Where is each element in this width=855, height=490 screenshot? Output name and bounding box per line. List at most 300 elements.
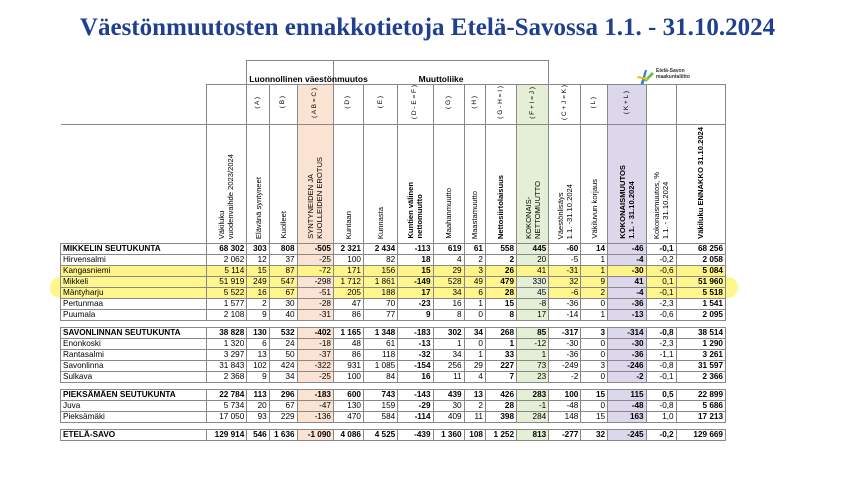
table-cell: -36 [549, 349, 581, 360]
table-cell: 1 165 [333, 327, 363, 338]
table-cell: 15 [581, 389, 608, 400]
group-header-row [61, 61, 726, 85]
table-cell: 2 368 [206, 371, 247, 382]
table-cell: 84 [363, 371, 397, 382]
table-cell: 30 [269, 298, 297, 309]
table-cell: 49 [464, 276, 485, 287]
column-code: ( D ) [333, 85, 363, 125]
table-cell: 22 899 [676, 389, 725, 400]
column-header: Väestönlisäys 1.1. -31.10.2024 [549, 125, 581, 244]
table-cell: 1 [517, 349, 549, 360]
table-cell: 82 [363, 254, 397, 265]
table-cell: -0,6 [646, 309, 676, 320]
region-name: ETELÄ-SAVO [61, 429, 207, 440]
table-cell: 171 [333, 265, 363, 276]
table-cell: 38 514 [676, 327, 725, 338]
table-cell: 37 [269, 254, 297, 265]
table-cell: -2 [549, 371, 581, 382]
table-cell: 29 [464, 360, 485, 371]
table-cell: 38 828 [206, 327, 247, 338]
table-cell: -4 [608, 287, 647, 298]
spacer-row [61, 382, 726, 389]
table-cell: 31 843 [206, 360, 247, 371]
table-cell: -28 [297, 298, 333, 309]
column-header: Maahanmuutto [433, 125, 464, 244]
region-name: Mikkeli [61, 276, 207, 287]
region-name: Kangasniemi [61, 265, 207, 276]
table-cell: -23 [398, 298, 433, 309]
table-cell: -31 [297, 309, 333, 320]
table-cell: 33 [485, 349, 516, 360]
column-header: Kuntaan [333, 125, 363, 244]
table-cell: 68 256 [676, 243, 725, 254]
table-cell: 8 [485, 309, 516, 320]
table-cell: -298 [297, 276, 333, 287]
table-cell: -136 [297, 411, 333, 422]
table-cell: 3 [581, 360, 608, 371]
column-code: ( E ) [363, 85, 397, 125]
table-row [61, 400, 726, 411]
table-cell: 130 [247, 327, 269, 338]
table-cell: 28 [485, 287, 516, 298]
table-cell: 9 [581, 276, 608, 287]
table-cell: 0 [581, 349, 608, 360]
table-cell: 205 [333, 287, 363, 298]
table-cell: 743 [363, 389, 397, 400]
table-cell: 330 [517, 276, 549, 287]
table-cell: 558 [485, 243, 516, 254]
table-cell: -0,1 [646, 287, 676, 298]
table-cell: 41 [608, 276, 647, 287]
table-cell: -25 [297, 254, 333, 265]
table-cell: 17 213 [676, 411, 725, 422]
table-cell: 1 [581, 309, 608, 320]
table-cell: 4 [464, 371, 485, 382]
column-code: ( C + J = K ) [549, 85, 581, 125]
table-cell: 130 [333, 400, 363, 411]
column-code: ( L ) [581, 85, 608, 125]
table-cell: 17 [517, 309, 549, 320]
table-cell: 3 261 [676, 349, 725, 360]
table-cell: 1 348 [363, 327, 397, 338]
table-cell: 5 522 [206, 287, 247, 298]
table-cell: 100 [333, 371, 363, 382]
spacer-row [61, 320, 726, 327]
table-cell: -18 [297, 338, 333, 349]
table-cell: -149 [398, 276, 433, 287]
table-cell: -37 [297, 349, 333, 360]
table-cell: 547 [269, 276, 297, 287]
table-cell: 0,5 [646, 389, 676, 400]
table-cell: 296 [269, 389, 297, 400]
column-code: ( G - H = I ) [485, 85, 516, 125]
table-cell: 532 [269, 327, 297, 338]
column-header: Väkiluvun korjaus [581, 125, 608, 244]
table-cell: -246 [608, 360, 647, 371]
table-cell: -31 [549, 265, 581, 276]
table-cell: 9 [398, 309, 433, 320]
table-cell: 2 [464, 254, 485, 265]
table-cell: 1 636 [269, 429, 297, 440]
column-code [646, 85, 676, 125]
table-cell: 5 518 [676, 287, 725, 298]
region-name: Enonkoski [61, 338, 207, 349]
table-cell: 68 302 [206, 243, 247, 254]
table-cell: 15 [485, 298, 516, 309]
table-cell: -25 [297, 371, 333, 382]
table-cell: -30 [549, 338, 581, 349]
table-cell: 100 [333, 254, 363, 265]
table-cell: 30 [433, 400, 464, 411]
table-cell: 20 [517, 254, 549, 265]
table-row [61, 389, 726, 400]
table-cell: -1,1 [646, 349, 676, 360]
table-cell: 51 919 [206, 276, 247, 287]
table-row [61, 287, 726, 298]
column-code: ( A ) [247, 85, 269, 125]
table-cell: 1 [581, 265, 608, 276]
table-cell: 51 960 [676, 276, 725, 287]
table-cell: 93 [247, 411, 269, 422]
table-cell: 5 114 [206, 265, 247, 276]
table-cell: 227 [485, 360, 516, 371]
table-row [61, 327, 726, 338]
table-cell: 1 [464, 298, 485, 309]
table-cell: 86 [333, 309, 363, 320]
table-cell: 108 [464, 429, 485, 440]
column-code [206, 85, 247, 125]
region-name: SAVONLINNAN SEUTUKUNTA [61, 327, 207, 338]
table-cell: -12 [517, 338, 549, 349]
table-cell: 1 [581, 254, 608, 265]
table-cell: 13 [464, 389, 485, 400]
region-name: Hirvensalmi [61, 254, 207, 265]
table-cell: -29 [398, 400, 433, 411]
table-cell: -47 [297, 400, 333, 411]
table-cell: -0,2 [646, 254, 676, 265]
table-cell: -13 [608, 309, 647, 320]
table-cell: 8 [433, 309, 464, 320]
region-name: PIEKSÄMÄEN SEUTUKUNTA [61, 389, 207, 400]
table-cell: 67 [269, 287, 297, 298]
table-cell: 5 084 [676, 265, 725, 276]
table-cell: 546 [247, 429, 269, 440]
table-cell: 2 321 [333, 243, 363, 254]
group-muuttoliike: Muuttoliike [333, 61, 548, 85]
table-row [61, 309, 726, 320]
table-cell: 1 320 [206, 338, 247, 349]
table-cell: 1 541 [676, 298, 725, 309]
table-cell: 11 [464, 411, 485, 422]
table-cell: -2 [608, 371, 647, 382]
table-cell: -245 [608, 429, 647, 440]
table-cell: 1 577 [206, 298, 247, 309]
table-cell: 15 [581, 411, 608, 422]
table-cell: 67 [269, 400, 297, 411]
logo-text: Etelä-Savon maakuntaliitto [656, 68, 690, 80]
table-cell: -322 [297, 360, 333, 371]
table-cell: 813 [517, 429, 549, 440]
table-cell: 0 [464, 309, 485, 320]
table-cell: 16 [247, 287, 269, 298]
table-cell: -183 [297, 389, 333, 400]
table-row [61, 429, 726, 440]
column-code: ( G ) [433, 85, 464, 125]
table-cell: 4 525 [363, 429, 397, 440]
table-cell: 129 914 [206, 429, 247, 440]
table-cell: 1,0 [646, 411, 676, 422]
table-cell: 115 [608, 389, 647, 400]
region-name: Mäntyharju [61, 287, 207, 298]
column-header: KOKONAISMUUTOS 1.1. - 31.10.2024 [608, 125, 647, 244]
table-cell: 13 [247, 349, 269, 360]
table-cell: -402 [297, 327, 333, 338]
formula-code-row [61, 85, 726, 125]
region-name: Rantasalmi [61, 349, 207, 360]
table-cell: 9 [247, 371, 269, 382]
table-cell: -32 [398, 349, 433, 360]
column-header: Kokonaismuutos, % 1.1. - 31.10.2024 [646, 125, 676, 244]
table-cell: 303 [247, 243, 269, 254]
table-cell: 3 [464, 265, 485, 276]
table-cell: 100 [549, 389, 581, 400]
table-cell: 0 [581, 298, 608, 309]
table-cell: 73 [517, 360, 549, 371]
table-cell: 34 [433, 349, 464, 360]
column-code: ( F + I = J ) [517, 85, 549, 125]
table-cell: -6 [549, 287, 581, 298]
column-header: Elävänä syntyneet [247, 125, 269, 244]
table-cell: -48 [549, 400, 581, 411]
table-cell: -0,1 [646, 243, 676, 254]
table-cell: 113 [247, 389, 269, 400]
table-cell: 15 [398, 265, 433, 276]
table-row [61, 411, 726, 422]
table-cell: 48 [333, 338, 363, 349]
table-cell: 398 [485, 411, 516, 422]
table-cell: -8 [517, 298, 549, 309]
table-cell: 22 784 [206, 389, 247, 400]
table-cell: -48 [608, 400, 647, 411]
table-cell: 70 [363, 298, 397, 309]
table-cell: -46 [608, 243, 647, 254]
table-cell: -36 [608, 349, 647, 360]
table-cell: 26 [485, 265, 516, 276]
table-cell: -143 [398, 389, 433, 400]
table-cell: 409 [433, 411, 464, 422]
column-code [676, 85, 725, 125]
table-cell: 7 [485, 371, 516, 382]
table-cell: 47 [333, 298, 363, 309]
table-cell: -2,3 [646, 338, 676, 349]
table-cell: -154 [398, 360, 433, 371]
region-name: Savonlinna [61, 360, 207, 371]
region-name: Puumala [61, 309, 207, 320]
table-cell: -2,3 [646, 298, 676, 309]
region-name: Pieksämäki [61, 411, 207, 422]
table-row [61, 243, 726, 254]
table-cell: 268 [485, 327, 516, 338]
table-cell: -14 [549, 309, 581, 320]
table-cell: 2 095 [676, 309, 725, 320]
table-cell: -51 [297, 287, 333, 298]
table-cell: 6 [247, 338, 269, 349]
table-cell: -317 [549, 327, 581, 338]
table-cell: 3 297 [206, 349, 247, 360]
header-cell-empty [61, 85, 207, 125]
table-cell: 1 290 [676, 338, 725, 349]
table-cell: 85 [517, 327, 549, 338]
table-cell: 2 108 [206, 309, 247, 320]
table-cell: 24 [269, 338, 297, 349]
table-cell: 12 [247, 254, 269, 265]
table-cell: 5 686 [676, 400, 725, 411]
table-row [61, 349, 726, 360]
table-cell: -30 [608, 265, 647, 276]
table-cell: 29 [433, 265, 464, 276]
table-cell: 34 [269, 371, 297, 382]
spacer-row [61, 422, 726, 429]
table-cell: 0 [464, 338, 485, 349]
table-cell: 50 [269, 349, 297, 360]
table-cell: -114 [398, 411, 433, 422]
table-cell: 302 [433, 327, 464, 338]
table-cell: 32 [549, 276, 581, 287]
table-cell: 4 086 [333, 429, 363, 440]
table-cell: 1 861 [363, 276, 397, 287]
column-header: Maastamuutto [464, 125, 485, 244]
column-header: Väkiluku vuodenvaihde 2023/2024 [206, 125, 247, 244]
table-cell: 249 [247, 276, 269, 287]
group-luonnollinen: Luonnollinen väestönmuutos [247, 61, 334, 85]
table-cell: 11 [433, 371, 464, 382]
table-cell: 0 [581, 400, 608, 411]
table-cell: -0,8 [646, 360, 676, 371]
table-cell: 2 [247, 298, 269, 309]
table-cell: 808 [269, 243, 297, 254]
table-cell: 87 [269, 265, 297, 276]
table-cell: 40 [269, 309, 297, 320]
table-cell: 439 [433, 389, 464, 400]
table-cell: -4 [608, 254, 647, 265]
table-cell: -36 [549, 298, 581, 309]
table-cell: 0 [581, 338, 608, 349]
column-code: ( B ) [269, 85, 297, 125]
table-cell: 34 [464, 327, 485, 338]
table-cell: 28 [485, 400, 516, 411]
page-title: Väestönmuutosten ennakkotietoja Etelä-Savossa 1.1. - 31.10.2024 [79, 14, 776, 41]
table-cell: 156 [363, 265, 397, 276]
table-cell: 1 [485, 338, 516, 349]
table-cell: 2 [485, 254, 516, 265]
table-cell: -0,6 [646, 265, 676, 276]
table-cell: 16 [398, 371, 433, 382]
table-cell: -72 [297, 265, 333, 276]
table-cell: 284 [517, 411, 549, 422]
table-cell: -1 [517, 400, 549, 411]
table-cell: 256 [433, 360, 464, 371]
table-cell: 17 050 [206, 411, 247, 422]
table-row [61, 265, 726, 276]
column-code: ( A B = C ) [297, 85, 333, 125]
table-cell: 2 [581, 287, 608, 298]
table-row [61, 298, 726, 309]
table-cell: 600 [333, 389, 363, 400]
column-header: Kuntien välinen nettomuutto [398, 125, 433, 244]
table-cell: 6 [464, 287, 485, 298]
table-cell: -0,2 [646, 429, 676, 440]
column-header: Väkiluku ENNAKKO 31.10.2024 [676, 125, 725, 244]
table-row [61, 360, 726, 371]
table-cell: 129 669 [676, 429, 725, 440]
table-cell: 2 434 [363, 243, 397, 254]
table-cell: -439 [398, 429, 433, 440]
table-cell: 77 [363, 309, 397, 320]
table-cell: 163 [608, 411, 647, 422]
table-cell: 4 [433, 254, 464, 265]
table-cell: 32 [581, 429, 608, 440]
region-name: Pertunmaa [61, 298, 207, 309]
table-cell: -314 [608, 327, 647, 338]
table-cell: -249 [549, 360, 581, 371]
table-cell: 41 [517, 265, 549, 276]
column-header: Nettosiirtolaisuus [485, 125, 516, 244]
table-cell: -183 [398, 327, 433, 338]
table-row [61, 338, 726, 349]
table-cell: 445 [517, 243, 549, 254]
table-cell: 14 [581, 243, 608, 254]
table-cell: -5 [549, 254, 581, 265]
table-cell: 2 366 [676, 371, 725, 382]
table-cell: 528 [433, 276, 464, 287]
table-cell: 118 [363, 349, 397, 360]
table-cell: 931 [333, 360, 363, 371]
table-cell: 9 [247, 309, 269, 320]
region-name: Sulkava [61, 371, 207, 382]
table-cell: 470 [333, 411, 363, 422]
table-cell: 479 [485, 276, 516, 287]
column-header: Kuolleet [269, 125, 297, 244]
table-cell: 0 [581, 371, 608, 382]
population-table [60, 60, 726, 441]
column-code: ( D - E = F ) [398, 85, 433, 125]
table-body [61, 243, 726, 440]
table-cell: 17 [398, 287, 433, 298]
column-code: ( H ) [464, 85, 485, 125]
table-cell: 188 [363, 287, 397, 298]
table-cell: 2 058 [676, 254, 725, 265]
table-cell: 148 [549, 411, 581, 422]
table-cell: 45 [517, 287, 549, 298]
table-cell: 1 [464, 349, 485, 360]
table-cell: -113 [398, 243, 433, 254]
table-cell: 283 [517, 389, 549, 400]
table-cell: -0,8 [646, 400, 676, 411]
table-cell: 1 252 [485, 429, 516, 440]
table-cell: 1 360 [433, 429, 464, 440]
table-cell: -0,1 [646, 371, 676, 382]
table-cell: -1 090 [297, 429, 333, 440]
table-cell: 102 [247, 360, 269, 371]
column-header: KOKONAIS- NETTOMUUTTO [517, 125, 549, 244]
region-name: Juva [61, 400, 207, 411]
table-cell: 34 [433, 287, 464, 298]
table-cell: -60 [549, 243, 581, 254]
region-name: MIKKELIN SEUTUKUNTA [61, 243, 207, 254]
table-cell: 424 [269, 360, 297, 371]
table-cell: 159 [363, 400, 397, 411]
table-cell: 15 [247, 265, 269, 276]
